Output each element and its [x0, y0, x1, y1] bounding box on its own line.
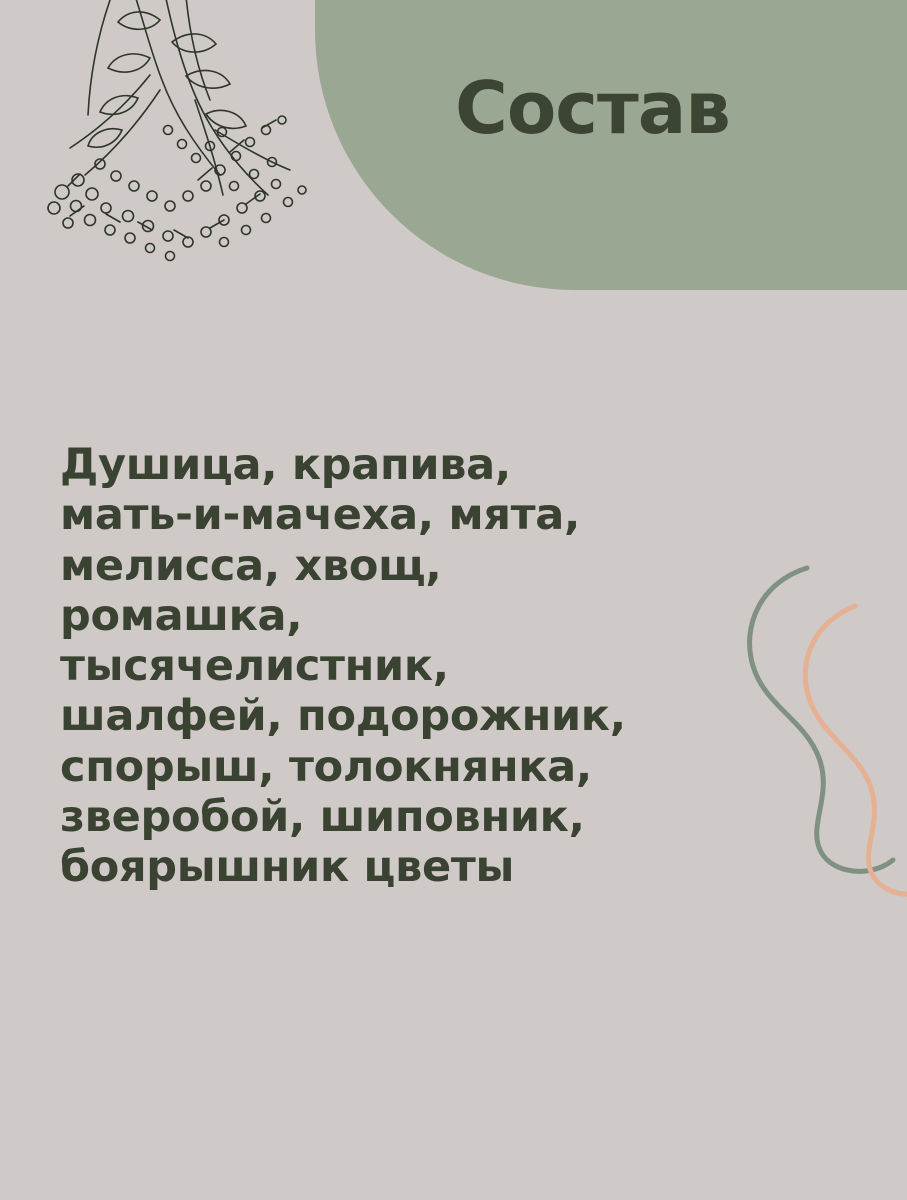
ingredients-line: боярышник цветы — [60, 842, 515, 893]
ingredients-line: мелисса, хвощ, — [60, 540, 442, 591]
ingredients-line: спорыш, толокнянка, — [60, 741, 592, 792]
ingredients-line: мать-и-мачеха, мята, — [60, 490, 581, 541]
ingredients-line: ромашка, — [60, 590, 303, 641]
ingredients-line: зверобой, шиповник, — [60, 792, 585, 843]
ingredients-text — [60, 440, 740, 893]
page-title: Состав — [455, 66, 730, 150]
ingredients-line: Душица, крапива, — [60, 440, 511, 490]
ingredients-line: тысячелистник, — [60, 641, 449, 692]
ingredients-line: шалфей, подорожник, — [60, 691, 626, 742]
botanical-herb-illustration — [10, 0, 340, 280]
decorative-squiggle-lines — [735, 560, 907, 940]
